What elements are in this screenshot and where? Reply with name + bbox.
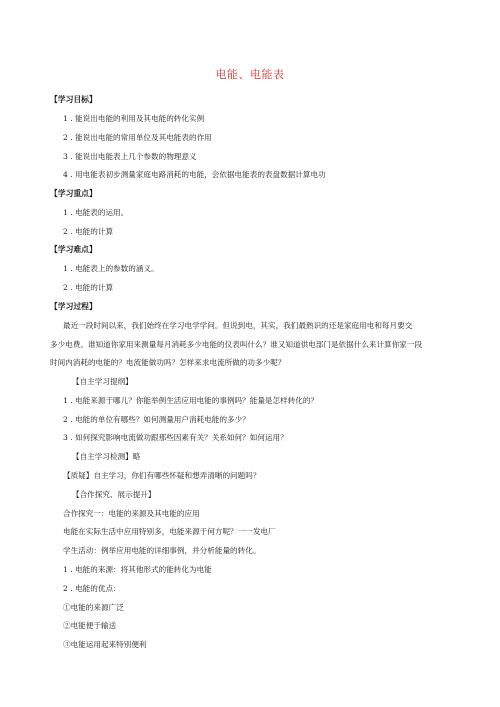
goal-item: 2 . 能说出电能的常用单位及其电能表的作用 [63,133,212,142]
explore-line: 1 . 电能的来源：将其他形式的能转化为电能 [63,565,212,574]
goal-item: 4 . 用电能表初步测量家庭电路消耗的电能，会依据电能表的表盘数据计算电功 [63,170,326,179]
intro-line: 多少电费。谁知道你家用来测量每月消耗多少电能的仪表叫什么？谁又知道供电部门是依据什么来计算你家一段 [50,340,423,349]
difficulties-heading: 【学习难点】 [50,245,97,254]
goals-heading: 【学习目标】 [50,95,97,104]
outline-item: 1 . 电能来源于哪儿？你能举例生活应用电能的事例吗？能量是怎样转化的？ [63,396,319,405]
explore-line: ②电能便于输送 [63,621,117,630]
key-point-item: 2 . 电能的计算 [63,227,114,236]
explore-line: 2 . 电能的优点： [63,584,121,593]
intro-line: 时间内消耗的电能的？电流能做功吗？怎样来求电流所做的功多少呢？ [50,358,286,367]
difficulty-item: 1 . 电能表上的参数的涵义。 [63,264,159,273]
outline-item: 3 . 如何探究影响电流做功跟那些因素有关？关系如何？如何运用？ [63,433,288,442]
goal-item: 3 . 能说出电能表上几个参数的物理意义 [63,152,197,161]
explore-line: 电能在实际生活中应用特别多，电能来源于何方呢？一一发电厂 [63,527,276,536]
key-point-item: 1 . 电能表的运用。 [63,208,129,217]
goal-item: 1 . 能说出电能的利用及其电能的转化实例 [63,114,205,123]
self-study-outline-label: 【自主学习提纲】 [72,377,133,386]
questions: 【质疑】自主学习，你们有哪些怀疑和想弄清晰的问题吗？ [63,471,261,480]
key-points-heading: 【学习重点】 [50,189,97,198]
difficulty-item: 2 . 电能的计算 [63,283,114,292]
self-check: 【自主学习检测】略 [72,452,141,461]
explore-line: 学生活动：例举应用电能的详细事例，并分析能量的转化。 [63,546,261,555]
explore-line: ①电能的来源广泛 [63,603,124,612]
document-title: 电能、电能表 [215,68,285,81]
explore-line: 合作探究一：电能的来源及其电能的应用 [63,509,200,518]
intro-line: 最近一段时间以来，我们始终在学习电学学问。但说到电，其实，我们最熟识的还是家庭用电和每月要交 [63,321,413,330]
outline-item: 2 . 电能的单位有哪些？如何测量用户消耗电能的多少？ [63,415,250,424]
explore-label: 【合作探究、展示提升】 [72,490,156,499]
explore-line: ③电能运用起来特别便利 [63,640,147,649]
process-heading: 【学习过程】 [50,302,97,311]
